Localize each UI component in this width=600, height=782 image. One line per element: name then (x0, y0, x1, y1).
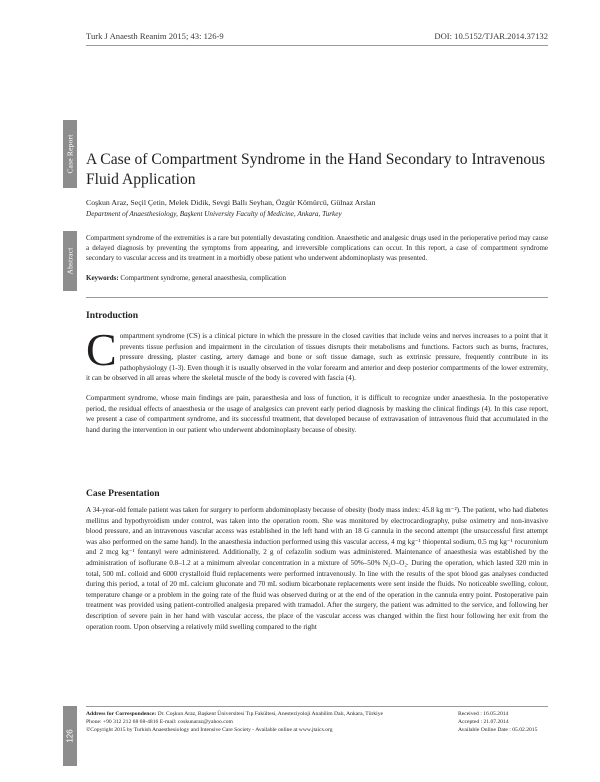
author-list: Coşkun Araz, Seçil Çetin, Melek Didik, Sevgi Ballı Seyhan, Özgür Kömürcü, Gülnaz Arslan (86, 198, 376, 207)
abstract-text: Compartment syndrome of the extremities is a rare but potentially devastating condition. Anaesthetic and analgesic drugs used in the perioperative period may cause a delayed diagnosis by preventing the symptoms from appearing, and irreversible complications can occur. In this report, a case of compartment syndrome secondary to vascular access and its treatment in a morbidly obese patient who underwent abdominoplasty was presented. (86, 234, 548, 262)
keywords-line (86, 273, 548, 283)
intro-paragraph-1 (86, 324, 548, 384)
abstract-label: Abstract (65, 247, 75, 275)
drop-cap: C (86, 324, 117, 375)
keywords-text: Compartment syndrome, general anaesthesia, complication (118, 274, 287, 282)
abstract (86, 233, 548, 283)
contact-line: Phone: +90 312 212 68 68-4816 E-mail: coskunaraz@yahoo.com (86, 719, 233, 726)
abstract-rule (86, 297, 548, 298)
correspondence-line (86, 710, 446, 718)
copyright-line: ©Copyright 2015 by Turkish Anaesthesiology and Intensive Care Society - Available online at www.jtaics.org (86, 727, 333, 734)
introduction-heading: Introduction (86, 310, 139, 321)
intro-paragraph-2: Compartment syndrome, whose main findings are pain, paraesthesia and loss of function, it is difficult to recognize under anaesthesia. In the postoperative period, the residual effects of anaesthesia or the usage of analgesics can prevent early period diagnosis by masking the clinical findings (4). In this case report, we present a case of compartment syndrome, and its successful treatment, that developed because of extravasation of intravenous fluid that accumulated in the hand during the intervention in our patient who underwent abdominoplasty because of obesity. (86, 393, 548, 434)
journal-citation: Turk J Anaesth Reanim 2015; 43: 126-9 (86, 31, 224, 41)
case-presentation-heading: Case Presentation (86, 488, 160, 499)
page-number: 126 (65, 729, 75, 743)
affiliation: Department of Anaesthesiology, Başkent University Faculty of Medicine, Ankara, Turkey (86, 210, 342, 218)
keywords-label: Keywords: (86, 274, 119, 282)
footer-dates (458, 710, 550, 735)
article-title: A Case of Compartment Syndrome in the Hand Secondary to Intravenous Fluid Application (86, 151, 546, 188)
introduction-body (86, 324, 548, 444)
doi: DOI: 10.5152/TJAR.2014.37132 (434, 31, 548, 41)
case-paragraph-1: A 34-year-old female patient was taken for surgery to perform abdominoplasty because of obesity (body mass index: 45.8 kg m⁻²). The patient, who had diabetes mellitus and hypothyroidism under control, was taken into the operation room. She was monitored by electrocardiography, pulse oximetry and non-invasive blood pressure, and an intravenous vascular access was established in the left hand with an 18 G cannula in the second attempt (the unsuccessful first attempt was also performed on the same hand). In the anaesthesia induction performed using this vascular access, 4 mg kg⁻¹ thiopental sodium, 0.5 mg kg⁻¹ rocuronium and 2 mcg kg⁻¹ fentanyl were administered. Additionally, 2 g of cefazolin sodium was administered. Maintenance of anaesthesia was established by the administration of isoflurane 0.8–1.2 at a minimum alveolar concentration in a mixture of 50%–50% N₂O–O₂. During the operation, which lasted 320 min in total, 500 mL colloid and 6000 crystalloid fluid replacements were performed intravenously. In line with the results of the spot blood gas analyses conducted during this period, a total of 20 mL calcium gluconate and 70 mL sodium bicarbonate replacements were sent inside the fluids. No noticeable swelling, colour, temperature change or a problem in the going rate of the fluid was observed during or at the end of the operation in the cannula entry point. Postoperative pain treatment was provided using patient-controlled analgesia prepared with tramadol. After the surgery, the patient was admitted to the service, and following her description of severe pain in her hand with vascular access, the place of the vascular access was changed within the first hour following her exit from the operation room. Upon observing a relatively mild swelling compared to the right (86, 506, 548, 631)
case-report-tab (63, 120, 77, 188)
footer-correspondence (86, 710, 446, 735)
abstract-tab (63, 231, 77, 291)
header-rule (86, 45, 548, 46)
page-number-tab (63, 706, 77, 766)
online-date: Available Online Date : 05.02.2015 (458, 727, 538, 734)
received-date: Received : 16.05.2014 (458, 711, 509, 717)
accepted-date: Accepted : 21.07.2014 (458, 719, 509, 726)
correspondence-address: Dr. Coşkun Araz, Başkent Üniversitesi Tıp Fakültesi, Anesteziyoloji Anabilim Dalı, Ankara, Türkiye (156, 711, 384, 717)
case-presentation-body (86, 505, 548, 641)
correspondence-label: Address for Correspondence: (86, 711, 157, 717)
intro-paragraph-1-text: ompartment syndrome (CS) is a clinical picture in which the pressure in the closed cavities that include veins and nerves increases to a point that it prevents tissue perfusion and impairment in the circulation of tissues disrupts their metabolisms and functions. Factors such as burns, fractures, pressure dressing, plaster casting, artery damage and bone or soft tissue damage, such as extrinsic pressure, frequently contribute in its pathophysiology (1-3). Even though it is usually observed in the volar forearm and anterior and deep posterior compartments of the lower extremity, it can be observed in all areas where the skeletal muscle of the body is covered with fascia (4). (86, 332, 548, 383)
case-report-label: Case Report (65, 134, 75, 174)
footer-rule (86, 706, 548, 707)
